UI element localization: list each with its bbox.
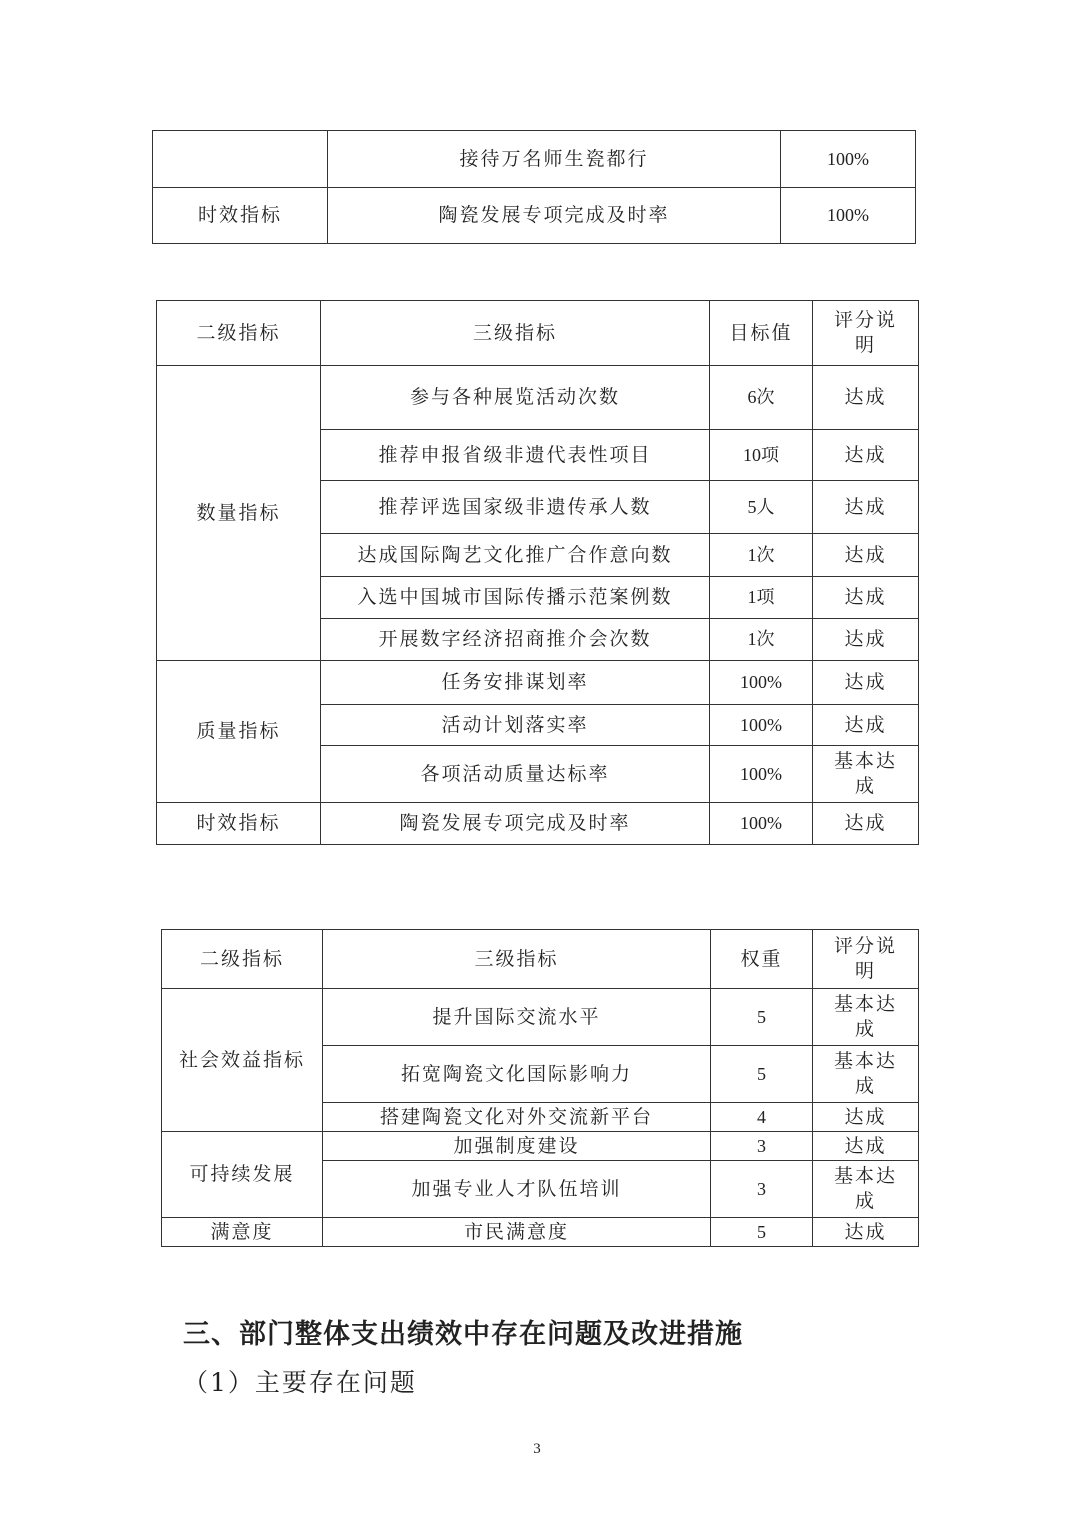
target-cell: 10项 xyxy=(710,430,813,481)
performance-table-continued xyxy=(152,130,916,244)
score-cell: 达成 xyxy=(813,1218,919,1247)
level3-cell: 开展数字经济招商推介会次数 xyxy=(321,619,710,661)
level3-cell: 市民满意度 xyxy=(323,1218,711,1247)
level2-cell: 时效指标 xyxy=(153,188,328,244)
value-cell: 100% xyxy=(781,188,916,244)
score-cell: 基本达成 xyxy=(813,746,919,803)
target-cell: 1次 xyxy=(710,534,813,577)
target-cell: 5人 xyxy=(710,481,813,534)
header-target: 目标值 xyxy=(710,301,813,366)
weight-cell: 5 xyxy=(711,1046,813,1103)
target-cell: 1项 xyxy=(710,577,813,619)
output-indicator-table xyxy=(156,300,919,845)
table-header-row xyxy=(157,301,919,366)
weight-cell: 5 xyxy=(711,989,813,1046)
table-row xyxy=(157,366,919,430)
table-row xyxy=(157,803,919,845)
target-cell: 100% xyxy=(710,746,813,803)
score-cell: 达成 xyxy=(813,803,919,845)
score-cell: 达成 xyxy=(813,1132,919,1161)
score-cell: 达成 xyxy=(813,534,919,577)
level3-cell: 任务安排谋划率 xyxy=(321,661,710,705)
weight-cell: 3 xyxy=(711,1132,813,1161)
level3-cell: 提升国际交流水平 xyxy=(323,989,711,1046)
level3-cell: 陶瓷发展专项完成及时率 xyxy=(321,803,710,845)
table-row xyxy=(153,131,916,188)
weight-cell: 5 xyxy=(711,1218,813,1247)
level3-cell: 推荐评选国家级非遗传承人数 xyxy=(321,481,710,534)
group-timeliness: 时效指标 xyxy=(157,803,321,845)
score-cell: 达成 xyxy=(813,430,919,481)
score-cell: 达成 xyxy=(813,481,919,534)
header-level2: 二级指标 xyxy=(162,930,323,989)
level2-cell xyxy=(153,131,328,188)
score-cell: 基本达成 xyxy=(813,1161,919,1218)
table-header-row xyxy=(162,930,919,989)
table-row xyxy=(153,188,916,244)
score-cell: 达成 xyxy=(813,366,919,430)
target-cell: 100% xyxy=(710,803,813,845)
header-level2: 二级指标 xyxy=(157,301,321,366)
subsection-heading: （1）主要存在问题 xyxy=(183,1368,417,1397)
level3-cell: 拓宽陶瓷文化国际影响力 xyxy=(323,1046,711,1103)
target-cell: 100% xyxy=(710,661,813,705)
level3-cell: 入选中国城市国际传播示范案例数 xyxy=(321,577,710,619)
weight-cell: 3 xyxy=(711,1161,813,1218)
level3-cell: 推荐申报省级非遗代表性项目 xyxy=(321,430,710,481)
group-social: 社会效益指标 xyxy=(162,989,323,1132)
level3-cell: 陶瓷发展专项完成及时率 xyxy=(328,188,781,244)
target-cell: 1次 xyxy=(710,619,813,661)
group-quality: 质量指标 xyxy=(157,661,321,803)
level3-cell: 加强专业人才队伍培训 xyxy=(323,1161,711,1218)
value-cell: 100% xyxy=(781,131,916,188)
target-cell: 100% xyxy=(710,705,813,746)
table-row xyxy=(157,661,919,705)
score-cell: 达成 xyxy=(813,619,919,661)
group-satisfaction: 满意度 xyxy=(162,1218,323,1247)
benefit-indicator-table xyxy=(161,929,919,1247)
score-cell: 达成 xyxy=(813,1103,919,1132)
level3-cell: 活动计划落实率 xyxy=(321,705,710,746)
level3-cell: 各项活动质量达标率 xyxy=(321,746,710,803)
header-level3: 三级指标 xyxy=(323,930,711,989)
score-cell: 基本达成 xyxy=(813,989,919,1046)
header-score: 评分说明 xyxy=(813,930,919,989)
weight-cell: 4 xyxy=(711,1103,813,1132)
header-score: 评分说明 xyxy=(813,301,919,366)
header-level3: 三级指标 xyxy=(321,301,710,366)
level3-cell: 加强制度建设 xyxy=(323,1132,711,1161)
level3-cell: 搭建陶瓷文化对外交流新平台 xyxy=(323,1103,711,1132)
table-row xyxy=(162,989,919,1046)
section-heading: 三、部门整体支出绩效中存在问题及改进措施 xyxy=(183,1319,743,1350)
table-row xyxy=(162,1218,919,1247)
score-cell: 基本达成 xyxy=(813,1046,919,1103)
target-cell: 6次 xyxy=(710,366,813,430)
group-quantity: 数量指标 xyxy=(157,366,321,661)
score-cell: 达成 xyxy=(813,577,919,619)
level3-cell: 达成国际陶艺文化推广合作意向数 xyxy=(321,534,710,577)
table-row xyxy=(162,1132,919,1161)
score-cell: 达成 xyxy=(813,705,919,746)
header-weight: 权重 xyxy=(711,930,813,989)
score-cell: 达成 xyxy=(813,661,919,705)
page-number: 3 xyxy=(533,1441,541,1457)
level3-cell: 接待万名师生瓷都行 xyxy=(328,131,781,188)
level3-cell: 参与各种展览活动次数 xyxy=(321,366,710,430)
group-sustainable: 可持续发展 xyxy=(162,1132,323,1218)
